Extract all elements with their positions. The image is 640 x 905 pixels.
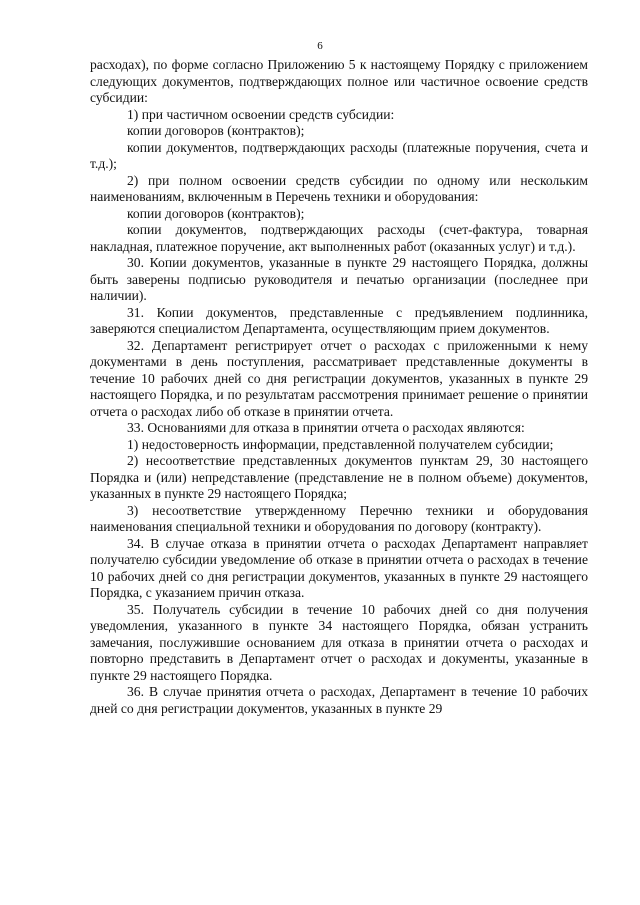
paragraph-item-36: 36. В случае принятия отчета о расходах, Департамент в течение 10 рабочих дней со дня регистрации документов, указанных в пункте 29 (90, 684, 588, 716)
paragraph-item-35: 35. Получатель субсидии в течение 10 рабочих дней со дня получения уведомления, указанного в пункте 34 настоящего Порядка, обязан устранить замечания, послужившие основанием для отказа в принятии отчета о расходах и повторно представить в Департамент отчет о расходах и документы, указанные в пункте 29 настоящего Порядка. (90, 601, 588, 683)
paragraph-item-30: 30. Копии документов, указанные в пункте 29 настоящего Порядка, должны быть заверены подписью руководителя и печатью организации (последнее при наличии). (90, 255, 588, 303)
paragraph-item-33-3: 3) несоответствие утвержденному Перечню техники и оборудования наименования специальной техники и оборудования по договору (контракту). (90, 502, 588, 534)
paragraph-continuation: расходах), по форме согласно Приложению 5 к настоящему Порядку с приложением следующих документов, подтверждающих полное или частичное освоение средств субсидии: (90, 57, 588, 105)
paragraph-contract-copies: копии договоров (контрактов); (127, 123, 305, 138)
page-number: 6 (317, 40, 323, 52)
paragraph-item-33-2: 2) несоответствие представленных документов пунктам 29, 30 настоящего Порядка и (или) непредставление (представление не в полном объеме) документов, указанных в пункте 29 настоящего Порядка; (90, 453, 588, 501)
paragraph-expense-documents: копии документов, подтверждающих расходы (платежные поручения, счета и т.д.); (90, 139, 588, 171)
paragraph-partial-use: 1) при частичном освоении средств субсидии: (127, 106, 395, 122)
paragraph-full-use: 2) при полном освоении средств субсидии по одному или нескольким наименованиям, включенным в Перечень техники и оборудования: (90, 172, 588, 204)
paragraph-item-32: 32. Департамент регистрирует отчет о расходах с приложенными к нему документами в день поступления, рассматривает представленные документы в течение 10 рабочих дней со дня регистрации документов, указанных в пункте 29 настоящего Порядка, и по результатам рассмотрения принимает решение о принятии отчета о расходах либо об отказе в принятии отчета. (90, 337, 588, 419)
paragraph-item-34: 34. В случае отказа в принятии отчета о расходах Департамент направляет получателю субсидии уведомление об отказе в принятии отчета о расходах в течение 10 рабочих дней со дня регистрации документов, указанных в пункте 29 настоящего Порядка, с указанием причин отказа. (90, 535, 588, 600)
document-body (90, 57, 588, 717)
paragraph-expense-documents-2: копии документов, подтверждающих расходы (счет-фактура, товарная накладная, платежное поручение, акт выполненных работ (оказанных услуг) и т.д.). (90, 222, 588, 254)
paragraph-item-31: 31. Копии документов, представленные с предъявлением подлинника, заверяются специалистом Департамента, осуществляющим прием документов. (90, 304, 588, 336)
paragraph-item-33-1: 1) недостоверность информации, представленной получателем субсидии; (127, 436, 554, 452)
paragraph-item-33: 33. Основаниями для отказа в принятии отчета о расходах являются: (127, 420, 525, 435)
paragraph-contract-copies-2: копии договоров (контрактов); (127, 205, 305, 221)
